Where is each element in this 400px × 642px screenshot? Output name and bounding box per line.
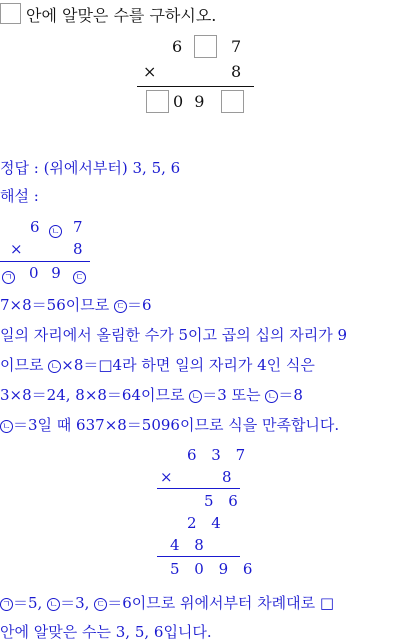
mult-partial-3: 4 8 [170,536,209,554]
solution-line-3: 이므로 ㄴ ×8＝□4라 하면 일의 자리가 4인 식은 [0,356,315,374]
problem-result-line [137,86,254,87]
circle-b-icon: ㄴ [47,598,60,611]
problem-result-blank-right[interactable] [221,90,244,113]
problem-result-blank-left[interactable] [146,90,169,113]
solution-line-2: 일의 자리에서 올림한 수가 5이고 곱의 십의 자리가 9 [0,326,348,344]
mult-partial-1: 5 6 [204,492,243,510]
mult-multiplier: 8 [222,468,232,486]
circle-b-icon: ㄴ [0,420,13,433]
setup-operator: × [10,240,23,258]
circle-c-icon: ㄷ [114,300,127,313]
solution-heading: 해설 : [0,187,39,205]
question-instruction: 안에 알맞은 수를 구하시오. [26,6,217,25]
setup-circle-a: ㄱ [2,266,15,285]
setup-top-left-digit: 6 [30,218,40,236]
setup-top-right-digit: 7 [73,218,83,236]
mult-partial-2: 2 4 [187,514,226,532]
solution-line-4: 3×8＝24, 8×8＝64이므로 ㄴ ＝3 또는 ㄴ ＝8 [0,386,303,404]
setup-circle-b: ㄴ [49,220,62,239]
setup-multiplier: 8 [73,240,83,258]
setup-result-line [0,261,90,262]
conclusion-line-2: 안에 알맞은 수는 3, 5, 6입니다. [0,623,212,641]
circle-b-icon: ㄴ [265,390,278,403]
setup-result-middle: 0 9 [29,264,65,282]
mult-line-1 [157,488,240,489]
solution-line-5: ㄴ ＝3일 때 637×8＝5096이므로 식을 만족합니다. [0,414,339,435]
mult-row-1: 6 3 7 [187,446,251,464]
mult-operator: × [160,468,173,486]
circle-b-icon: ㄴ [189,390,202,403]
mult-line-2 [157,556,240,557]
problem-top-left-digit: 6 [172,37,183,56]
circle-c-icon: ㄷ [94,598,107,611]
circle-a-icon: ㄱ [0,598,13,611]
problem-result-middle-digits: 0 9 [173,92,208,111]
solution-line-1: 7×8＝56이므로 ㄷ ＝6 [0,296,152,314]
conclusion-line-1: ㄱ ＝5, ㄴ ＝3, ㄷ ＝6이므로 위에서부터 차례대로 □ [0,592,334,613]
answer-label: 정답 : (위에서부터) 3, 5, 6 [0,159,181,177]
problem-operator: × [143,62,157,81]
problem-multiplier: 8 [231,62,242,81]
circle-b-icon: ㄴ [48,360,61,373]
setup-circle-c: ㄷ [73,266,86,285]
blank-box-icon [0,3,21,24]
problem-top-right-digit: 7 [231,37,242,56]
problem-blank-box[interactable] [194,35,217,58]
mult-total: 5 0 9 6 [170,560,258,578]
